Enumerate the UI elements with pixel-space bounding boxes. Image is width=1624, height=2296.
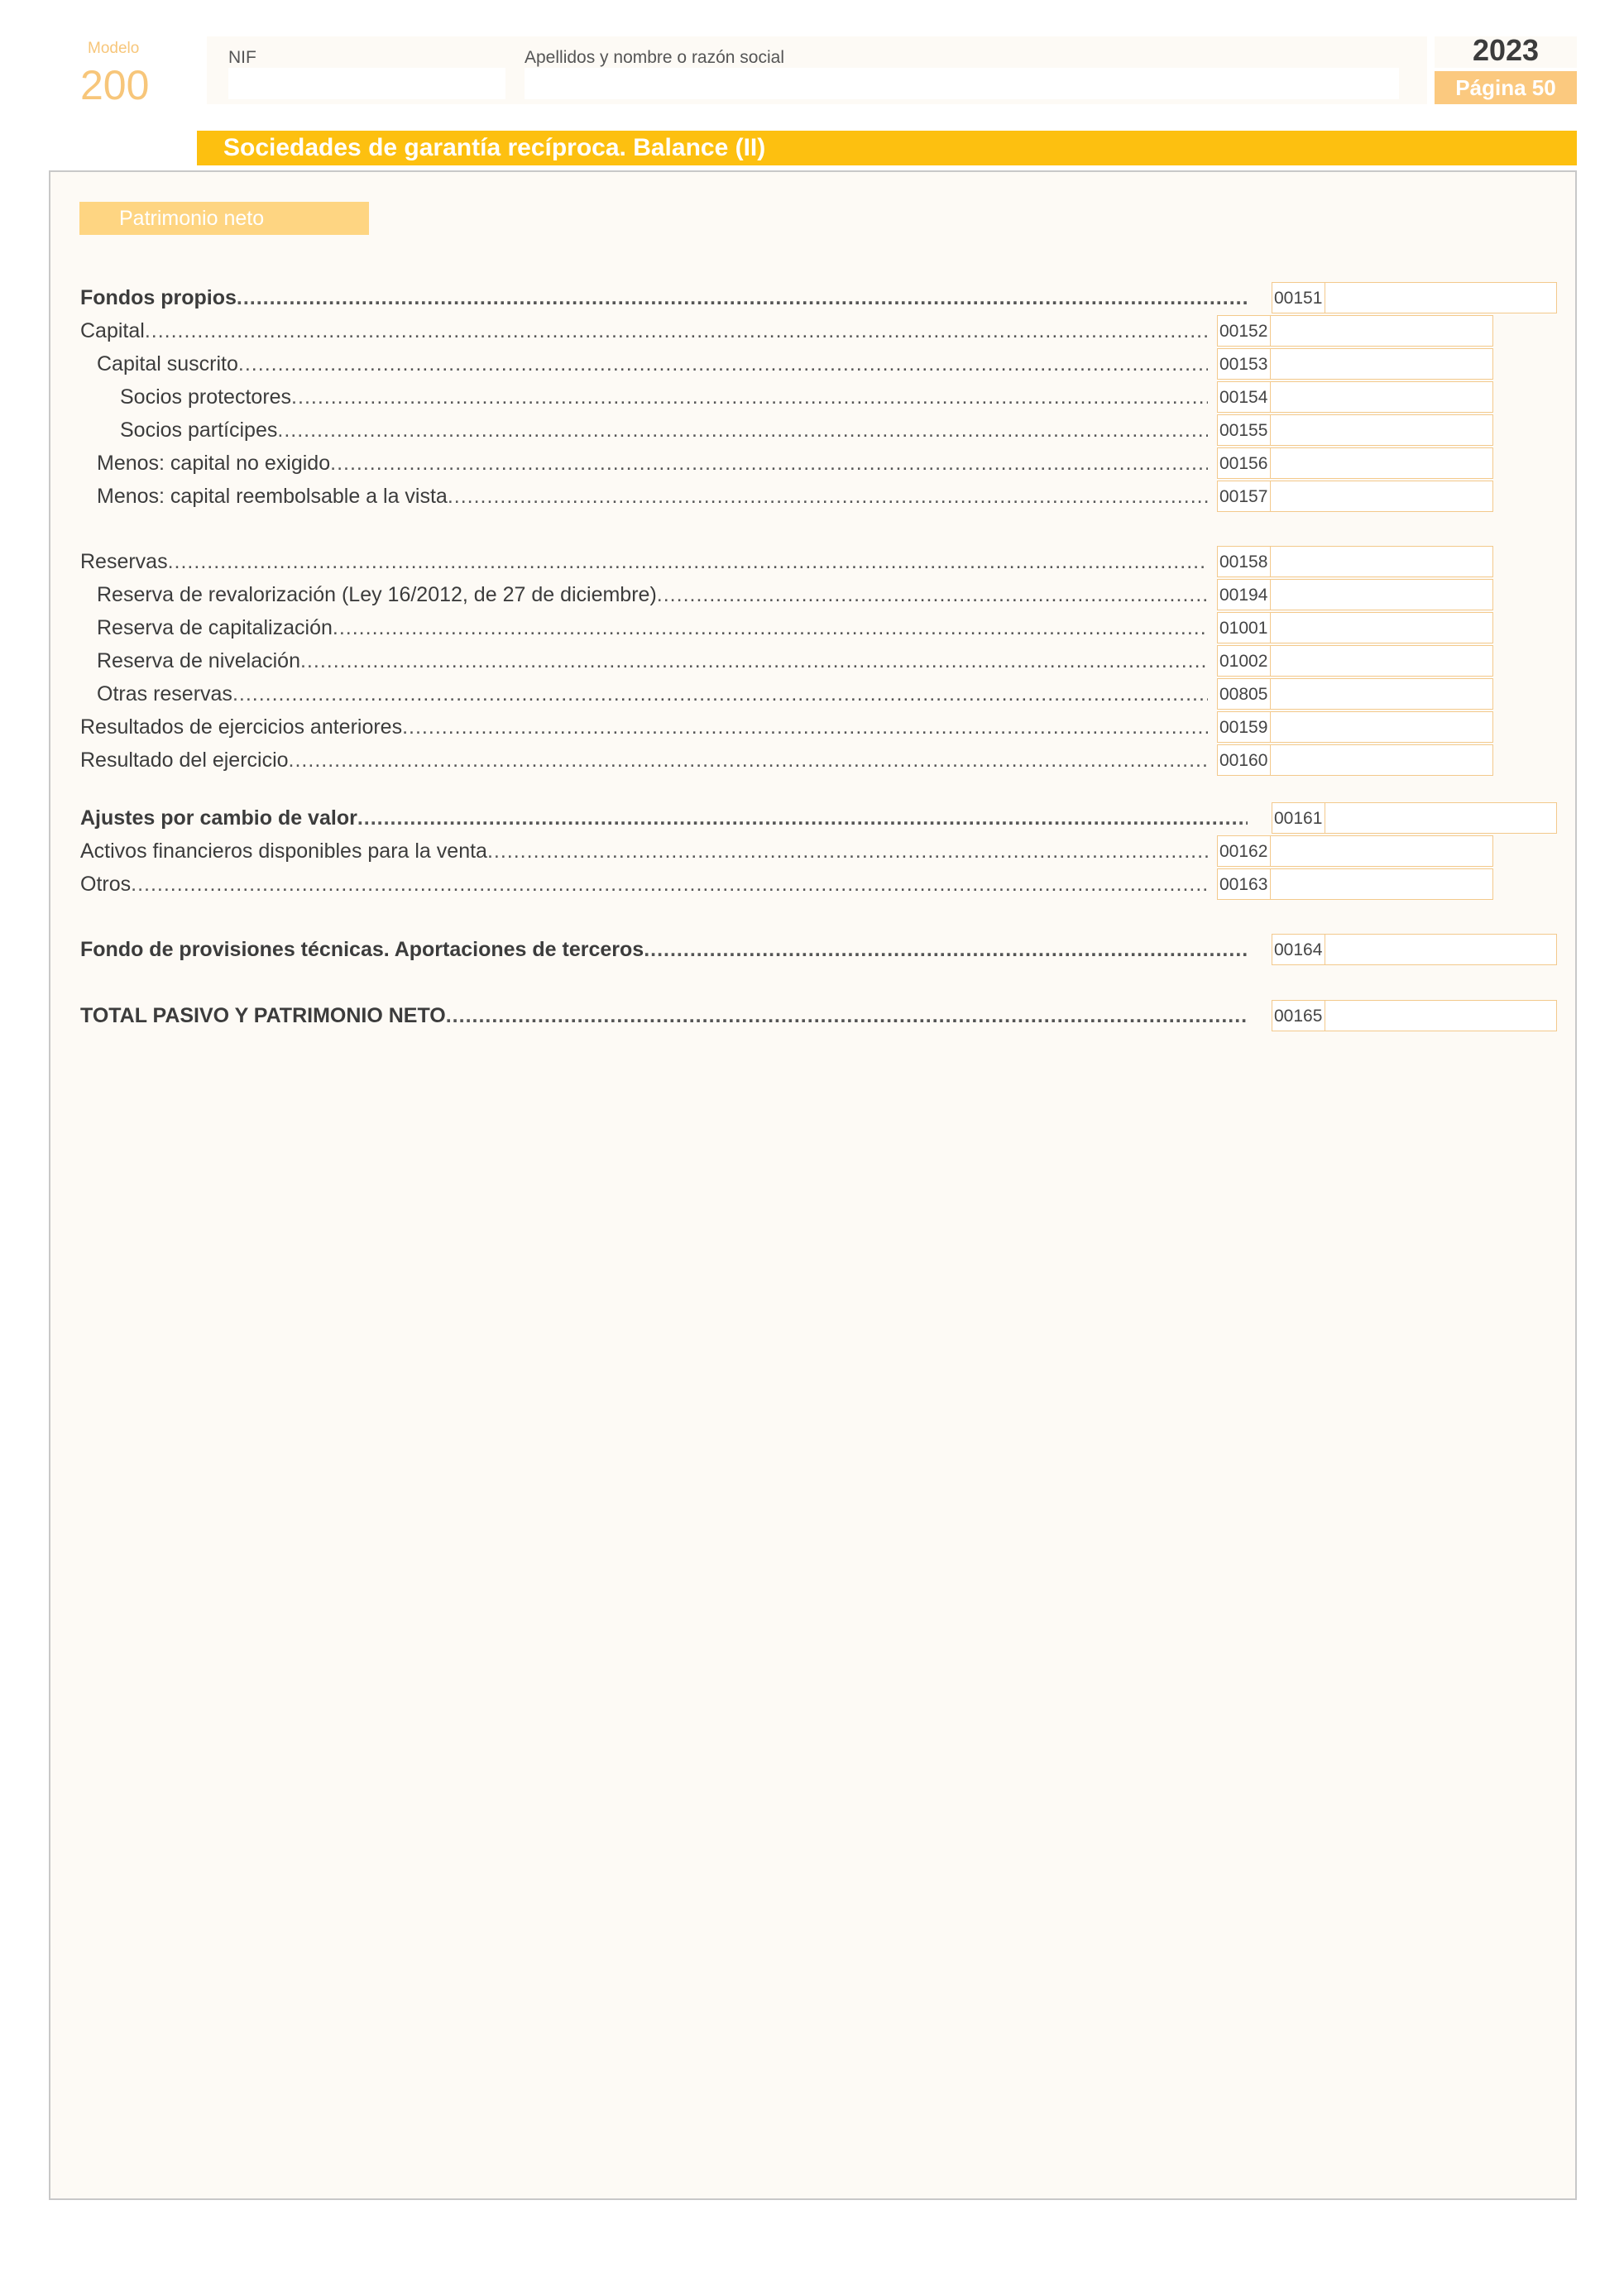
name-label: Apellidos y nombre o razón social [525,48,784,67]
code-00155: 00155 [1217,414,1271,446]
code-00154: 00154 [1217,381,1271,413]
code-01002: 01002 [1217,645,1271,677]
code-00152: 00152 [1217,315,1271,347]
code-00158: 00158 [1217,546,1271,577]
field-00159[interactable] [1270,711,1493,743]
row-resultados-anteriores: Resultados de ejercicios anteriores ..... [80,710,1208,744]
code-00159: 00159 [1217,711,1271,743]
code-00157: 00157 [1217,481,1271,512]
row-capital-reembolsable: Menos: capital reembolsable a la vista ..... [97,480,1208,513]
code-00194: 00194 [1217,579,1271,610]
field-00158[interactable] [1270,546,1493,577]
field-00153[interactable] [1270,348,1493,380]
nif-field[interactable] [228,68,505,99]
code-00162: 00162 [1217,835,1271,867]
field-00154[interactable] [1270,381,1493,413]
code-00163: 00163 [1217,868,1271,900]
field-00161[interactable] [1325,802,1557,834]
field-00156[interactable] [1270,447,1493,479]
row-fondo-provisiones: Fondo de provisiones técnicas. Aportaciones de terceros ..... [80,933,1248,966]
field-01002[interactable] [1270,645,1493,677]
page-number: Página 50 [1435,71,1577,104]
row-otros: Otros ..... [80,868,1208,901]
row-total-pasivo-patrimonio: TOTAL PASIVO Y PATRIMONIO NETO ..... [80,999,1248,1032]
code-00805: 00805 [1217,678,1271,710]
row-capital-suscrito: Capital suscrito ..... [97,347,1208,380]
code-00153: 00153 [1217,348,1271,380]
field-00805[interactable] [1270,678,1493,710]
field-00151[interactable] [1325,282,1557,313]
field-00163[interactable] [1270,868,1493,900]
row-fondos-propios: Fondos propios ..... [80,281,1248,314]
row-reserva-capitalizacion: Reserva de capitalización ..... [97,611,1208,644]
code-00160: 00160 [1217,744,1271,776]
field-00155[interactable] [1270,414,1493,446]
row-reserva-revalorizacion: Reserva de revalorización (Ley 16/2012, de 27 de diciembre) ..... [97,578,1208,611]
field-00162[interactable] [1270,835,1493,867]
code-00165: 00165 [1272,1000,1325,1031]
section-title: Sociedades de garantía recíproca. Balance (II) [197,131,1577,165]
field-01001[interactable] [1270,612,1493,643]
field-00157[interactable] [1270,481,1493,512]
row-capital: Capital ..... [80,314,1208,347]
row-otras-reservas: Otras reservas ..... [97,677,1208,710]
row-socios-protectores: Socios protectores ..... [120,380,1208,414]
modelo-label: Modelo [88,40,140,57]
field-00194[interactable] [1270,579,1493,610]
row-resultado-ejercicio: Resultado del ejercicio ..... [80,744,1208,777]
field-00160[interactable] [1270,744,1493,776]
row-activos-financieros: Activos financieros disponibles para la venta ..... [80,835,1208,868]
row-reserva-nivelacion: Reserva de nivelación ..... [97,644,1208,677]
row-ajustes-cambio-valor: Ajustes por cambio de valor ..... [80,801,1248,835]
year: 2023 [1472,33,1540,67]
modelo-number: 200 [80,62,150,108]
code-00151: 00151 [1272,282,1325,313]
subsection-title: Patrimonio neto [79,202,369,235]
row-socios-participes: Socios partícipes ..... [120,414,1208,447]
field-00152[interactable] [1270,315,1493,347]
name-field[interactable] [525,68,1399,99]
code-00156: 00156 [1217,447,1271,479]
row-reservas: Reservas ..... [80,545,1208,578]
nif-label: NIF [228,48,256,67]
code-00164: 00164 [1272,934,1325,965]
code-00161: 00161 [1272,802,1325,834]
field-00165[interactable] [1325,1000,1557,1031]
field-00164[interactable] [1325,934,1557,965]
code-01001: 01001 [1217,612,1271,643]
row-capital-no-exigido: Menos: capital no exigido ..... [97,447,1208,480]
